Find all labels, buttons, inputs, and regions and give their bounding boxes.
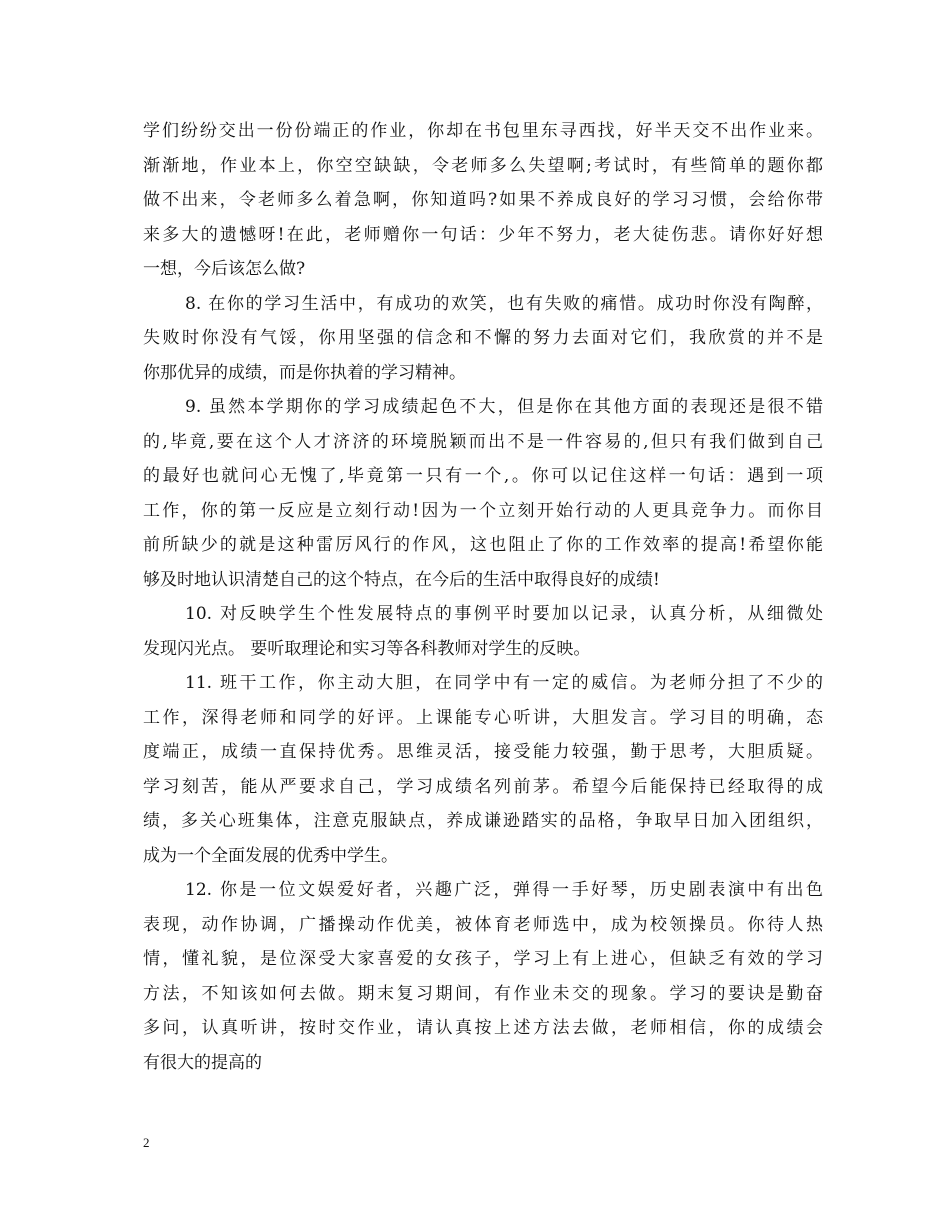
text-line: 9. 虽然本学期你的学习成绩起色不大，但是你在其他方面的表现还是很不错: [185, 397, 823, 417]
text-line: 12. 你是一位文娱爱好者，兴趣广泛，弹得一手好琴，历史剧表演中有出色: [185, 880, 823, 900]
text-line: 一想，今后该怎么做?: [143, 259, 306, 279]
text-line: 的最好也就问心无愧了,毕竟第一只有一个,。你可以记住这样一句话：遇到一项: [143, 466, 823, 486]
text-line: 的,毕竟,要在这个人才济济的环境脱颖而出不是一件容易的,但只有我们做到自己: [143, 431, 823, 452]
text-line: 11. 班干工作，你主动大胆，在同学中有一定的威信。为老师分担了不少的: [185, 673, 823, 693]
text-line: 度端正，成绩一直保持优秀。思维灵活，接受能力较强，勤于思考，大胆质疑。: [143, 742, 823, 762]
text-line: 8. 在你的学习生活中，有成功的欢笑，也有失败的痛惜。成功时你没有陶醉，: [185, 293, 823, 314]
text-line: 学们纷纷交出一份份端正的作业，你却在书包里东寻西找，好半天交不出作业来。: [143, 121, 823, 141]
text-line: 学习刻苦，能从严要求自己，学习成绩名列前茅。希望今后能保持已经取得的成: [143, 776, 823, 797]
text-line: 多问，认真听讲，按时交作业，请认真按上述方法去做，老师相信，你的成绩会: [143, 1018, 823, 1038]
text-line: 方法，不知该如何去做。期末复习期间，有作业未交的现象。学习的要诀是勤奋: [143, 983, 823, 1004]
text-line: 你那优异的成绩，而是你执着的学习精神。: [143, 362, 466, 383]
text-line: 渐渐地，作业本上，你空空缺缺，令老师多么失望啊;考试时，有些简单的题你都: [143, 155, 823, 176]
text-line: 发现闪光点。 要听取理论和实习等各科教师对学生的反映。: [143, 638, 591, 659]
text-line: 够及时地认识清楚自己的这个特点，在今后的生活中取得良好的成绩!: [143, 569, 660, 590]
text-line: 做不出来，令老师多么着急啊，你知道吗?如果不养成良好的学习习惯，会给你带: [143, 190, 823, 210]
text-line: 工作，深得老师和同学的好评。上课能专心听讲，大胆发言。学习目的明确，态: [143, 707, 823, 728]
text-line: 表现，动作协调，广播操动作优美，被体育老师选中，成为校领操员。你待人热: [143, 914, 823, 935]
text-line: 10. 对反映学生个性发展特点的事例平时要加以记录，认真分析，从细微处: [185, 604, 823, 624]
text-line: 工作，你的第一反应是立刻行动!因为一个立刻开始行动的人更具竞争力。而你目: [143, 500, 823, 521]
text-line: 来多大的遗憾呀!在此，老师赠你一句话：少年不努力，老大徒伤悲。请你好好想: [143, 224, 823, 245]
text-line: 成为一个全面发展的优秀中学生。: [143, 845, 398, 866]
text-line: 前所缺少的就是这种雷厉风行的作风，这也阻止了你的工作效率的提高!希望你能: [143, 535, 823, 555]
text-line: 有很大的提高的: [143, 1052, 262, 1073]
text-line: 情，懂礼貌，是位深受大家喜爱的女孩子，学习上有上进心，但缺乏有效的学习: [143, 949, 823, 969]
document-body: [143, 114, 823, 1080]
text-line: 绩，多关心班集体，注意克服缺点，养成谦逊踏实的品格，争取早日加入团组织，: [143, 811, 823, 831]
page-number: 2: [143, 1135, 150, 1150]
text-line: 失败时你没有气馁，你用坚强的信念和不懈的努力去面对它们，我欣赏的并不是: [143, 328, 823, 348]
